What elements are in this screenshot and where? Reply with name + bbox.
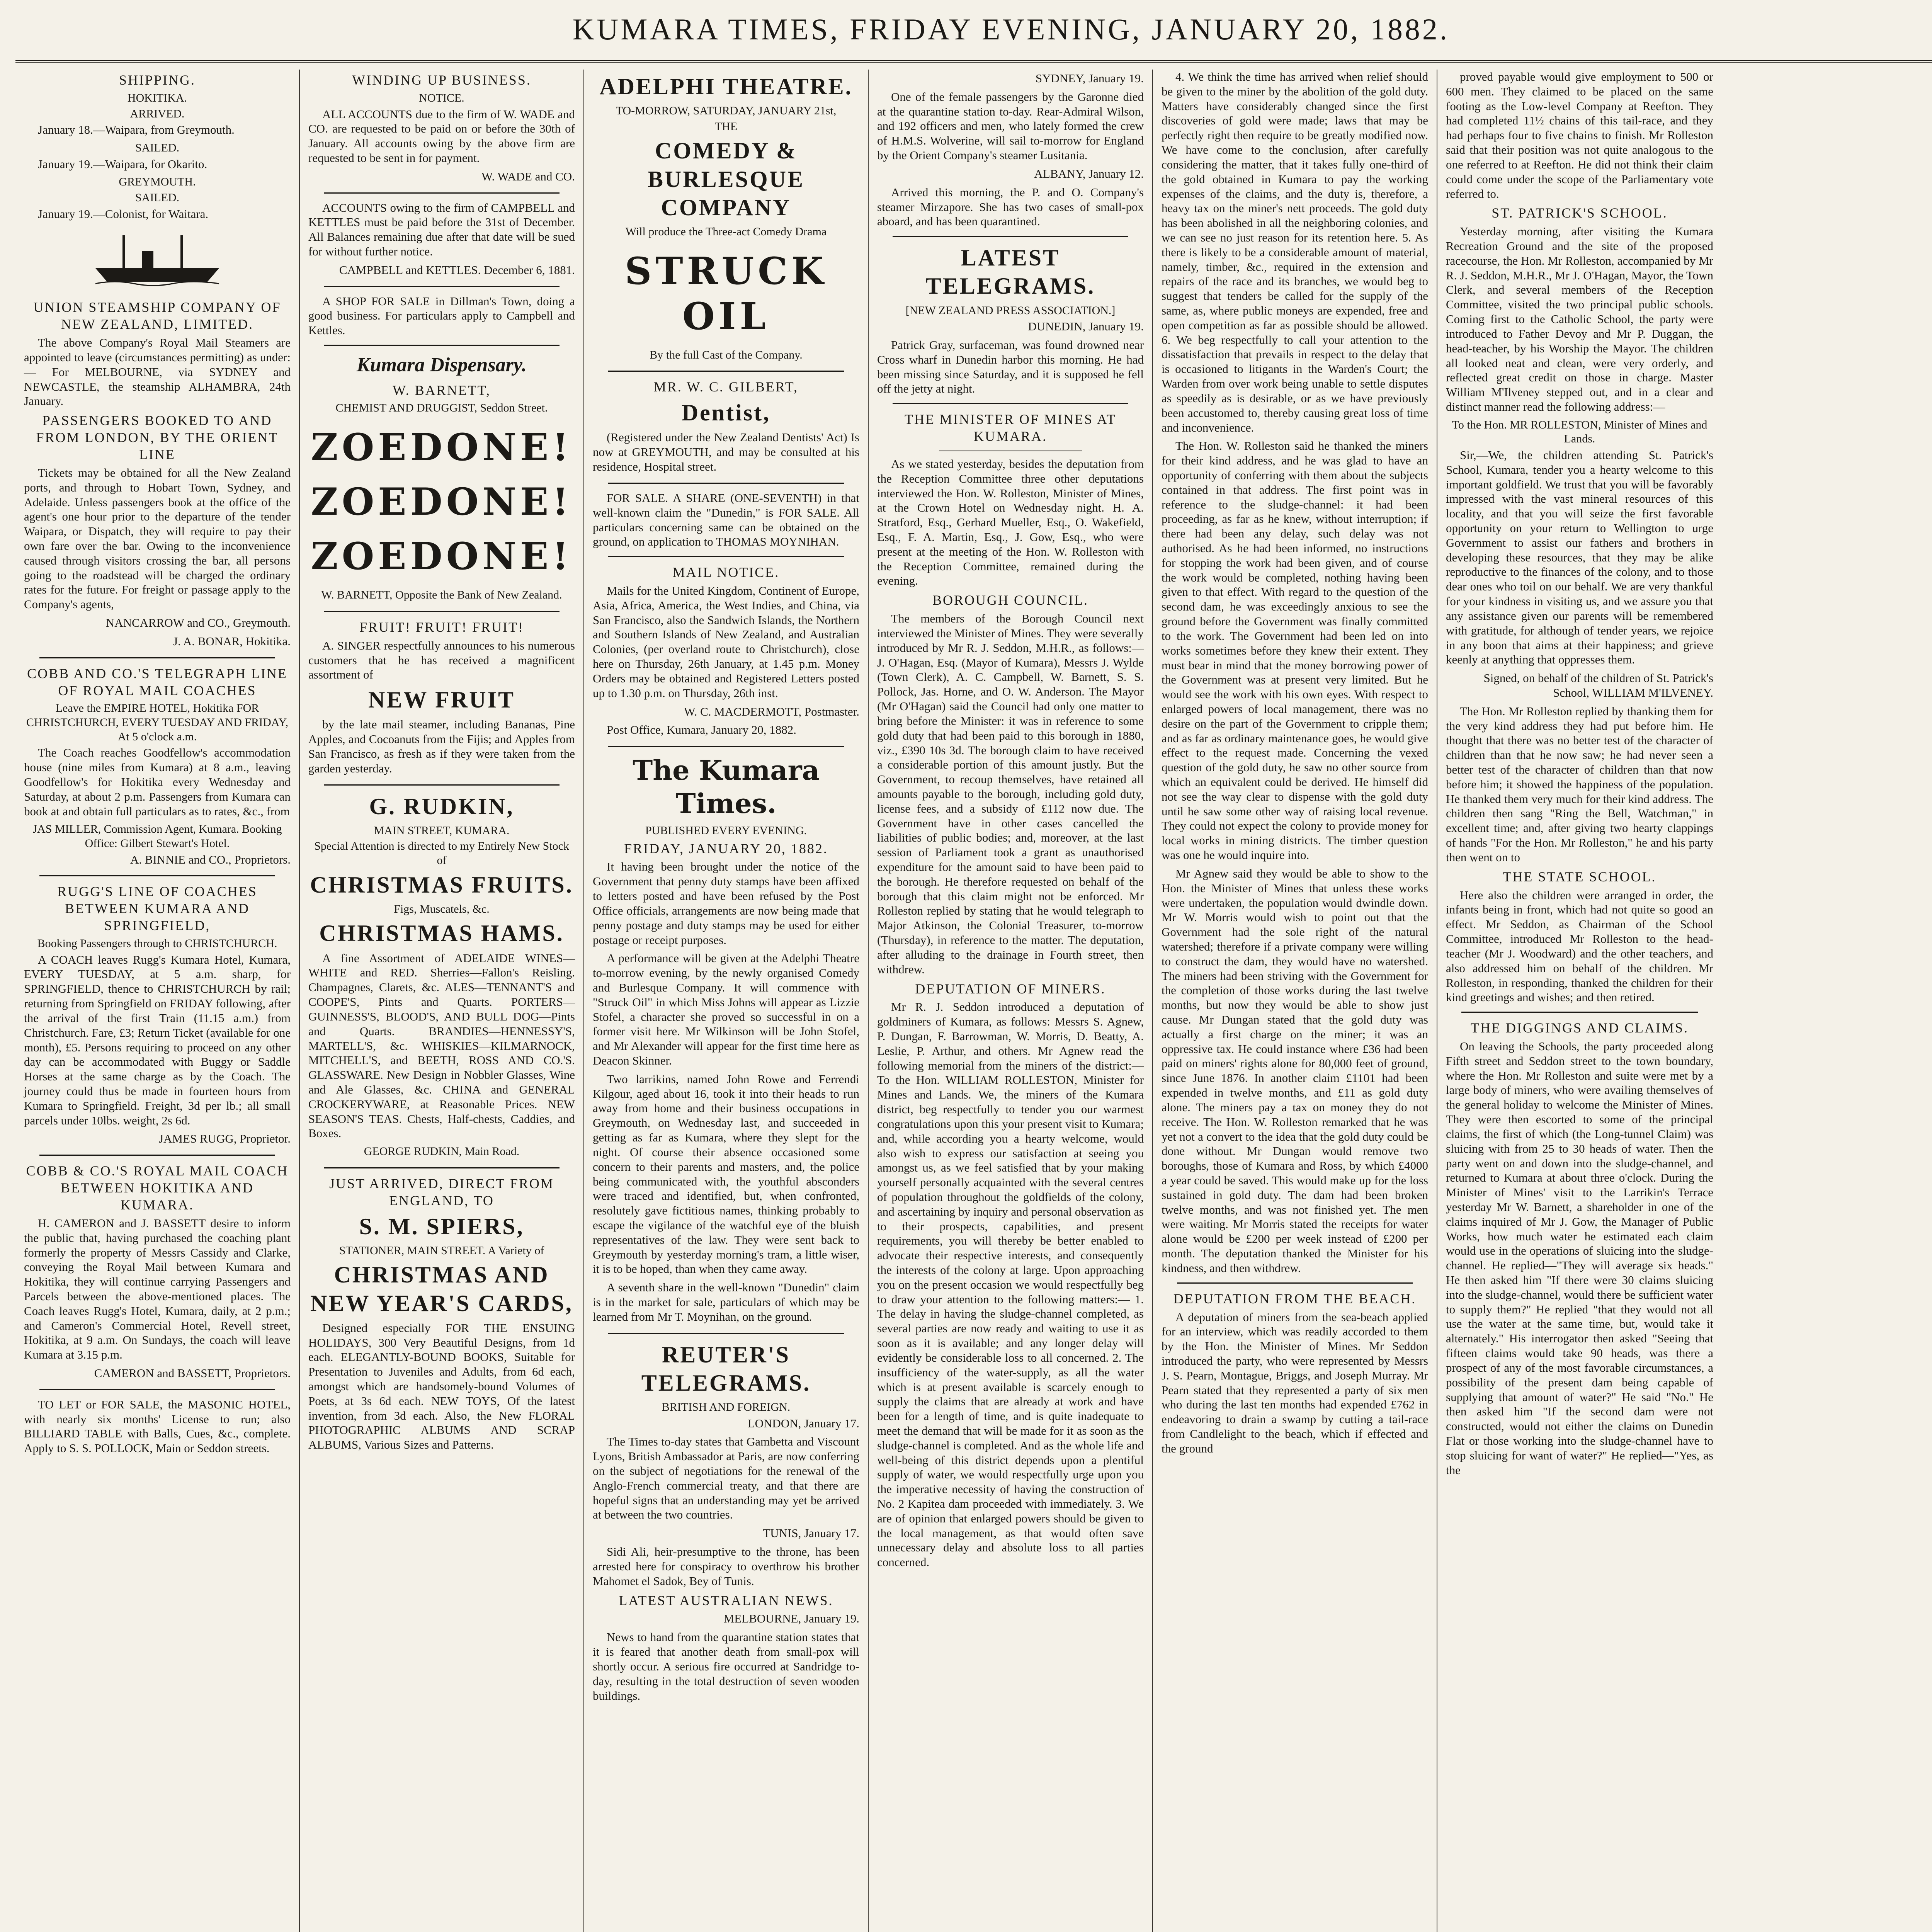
tunis-body: Sidi Ali, heir-presumptive to the throne, has been arrested here for conspiracy to overthrow his brother Mahomet el Sadok, Bey of Tunis. [593,1545,859,1588]
issue-date: FRIDAY, JANUARY 20, 1882. [624,840,828,856]
published-line: PUBLISHED EVERY EVENING. [645,824,807,837]
london-body: The Times to-day states that Gambetta and Viscount Lyons, British Ambassador at Paris, are now conferring on the subject of negotiations for the renewal of the Anglo-French commercial treaty, and that there are hopeful signs that an understanding may yet be arrived at between the two countries. [593,1435,859,1522]
minister-heading: THE MINISTER OF MINES AT KUMARA. [904,412,1116,444]
reuters-section [593,1341,859,1703]
cobb-agent: JAS MILLER, Commission Agent, Kumara. Booking Office: Gilbert Stewart's Hotel. [32,823,282,850]
accounts-body: ACCOUNTS owing to the firm of CAMPBELL and KETTLES must be paid before the 31st of December. All Balances remaining due after that date will be sued for without further notice. [308,201,575,258]
masthead [15,2,1932,63]
london-dateline: LONDON, January 17. [747,1416,859,1430]
fruit-body: A. SINGER respectfully announces to his numerous customers that he has received a magnificent assortment of [308,638,575,682]
barnett-address: W. BARNETT, Opposite the Bank of New Zealand. [321,588,562,602]
winding-up-ad [308,72,575,184]
columns [15,70,1932,1932]
st-patricks-heading: ST. PATRICK'S SCHOOL. [1492,205,1668,221]
editorial-3: Two larrikins, named John Rowe and Ferrendi Kilgour, aged about 16, took it into their heads to run away from home and their business occupations in Greymouth, on Wednesday last, and succeeded in getting as far as Kumara, where they slept for the night. Of course their absence occasioned some concern to their parents and masters, and, the police being communicated with, the youthful absconders were traced and identified, but, when confronted, resolutely gave fictitious names, thinking probably to escape the vigilance of the watchful eye of the bluish representatives of the law. They were sent back to Greymouth by yesterday morning's tram, a little wiser, it is to be hoped, than when they came away. [593,1072,859,1276]
column-6 [1437,70,1722,1932]
gilbert-ad [593,379,859,474]
divider [324,192,560,194]
rugg-subheading: Booking Passengers through to CHRISTCHURCH. [37,937,277,950]
state-school-heading: THE STATE SCHOOL. [1503,869,1656,884]
address-recipient: To the Hon. MR ROLLESTON, Minister of Mines and Lands. [1452,418,1708,446]
fruit-body-2: by the late mail steamer, including Bananas, Pine Apples, and Cocoanuts from the Fijis; and Apples from San Francisco, as fresh as if they were taken from the garden yesterday. [308,718,575,775]
rudkin-sub: MAIN STREET, KUMARA. [374,824,510,837]
column-5 [1153,70,1437,1932]
sailed-line: January 19.—Waipara, for Okarito. [38,157,207,171]
assortment-list: A fine Assortment of ADELAIDE WINES—WHITE and RED. Sherries—Fallon's Reisling. Champagnes, Clarets, &c. ALES—TENNANT'S and COOPE'S, Pints and Quarts. PORTERS—GUINNESS'S, BLOOD'S, AND BULL DOG—Pints and Quarts. BRANDIES—HENNESSY'S, MARTELL'S, &c. WHISKIES—KILMARNOCK, MITCHELL'S, and BEETH, ROSS AND CO.'S. GLASSWARE. New Design in Nobbler Glasses, Wine and Ale Glasses, &c. CHINA and GENERAL CROCKERYWARE, at Reasonable Prices. NEW SEASON'S TEAS. Chests, Half-chests, Caddies, and Boxes. [308,951,575,1140]
beach-heading: DEPUTATION FROM THE BEACH. [1173,1291,1417,1306]
divider [39,875,275,876]
paper-title: The Kumara Times. [633,754,820,820]
albany-body: Arrived this morning, the P. and O. Company's steamer Mirzapore. She has two cases of small-pox aboard, and has been quarantined. [877,185,1144,228]
miners-heading: DEPUTATION OF MINERS. [915,981,1106,997]
notice-signature: W. WADE and CO. [481,169,575,183]
royal-body: H. CAMERON and J. BASSETT desire to inform the public that, having purchased the coaching plant formerly the property of Messrs Cassidy and Clarke, conveying the Royal Mail between Kumara and Hokitika, they will continue carrying Passengers and Parcels between the above-mentioned places. The Coach leaves Rugg's Hotel, Kumara, daily, at 2 p.m.; and Cameron's Commercial Hotel, Revell street, Hokitika, at 9 a.m. On Sundays, the coach will leave Kumara at 3.15 p.m. [24,1216,291,1362]
melbourne-dateline: MELBOURNE, January 19. [723,1612,859,1626]
passengers-body: Tickets may be obtained for all the New Zealand ports, and through to Hobart Town, Sydney, and Adelaide. Unless passengers book at the office of the agent's one hour prior to the departure of the tender Waipara, or Dispatch, they will require to pay their own fare over the bar. Owing to the inconvenience caused through visitors crossing the bar, all persons going to the roadstead will be charged the ordinary rates for the future. For freight or passage apply to the Company's agents, [24,466,291,611]
masthead-title: KUMARA TIMES, FRIDAY EVENING, JANUARY 20, 1882. [572,12,1450,46]
mail-body: Mails for the United Kingdom, Continent of Europe, Asia, Africa, America, the West Indies, and China, via San Francisco, also the Sandwich Islands, the Northern and Southern Islands of New Zealand, and Australian Colonies, (per overland route to Christchurch), close here on Thursday, 26th January, at 1.45 p.m. Money Orders may be obtained and Registered Letters posted up to 1.30 p.m. on Thursday, 26th inst. [593,584,859,700]
beach-body: A deputation of miners from the sea-beach applied for an interview, which was readily accorded to them by the Hon. the Minister of Mines. Mr Seddon introduced the party, who were represented by Messrs J. S. Pearn, Montague, Briggs, and Joseph Murray. Mr Pearn stated that they represented a party of six men who during the last ten months had expended £762 in endeavoring to drain a swamp by cutting a tail-race from Candlelight to the beach, which if effected and the ground [1162,1310,1428,1455]
mail-signature: W. C. MACDERMOTT, Postmaster. [684,704,859,718]
accounts-signature: CAMPBELL and KETTLES. December 6, 1881. [339,263,575,277]
christmas-fruits: CHRISTMAS FRUITS. [310,872,573,898]
editorial-4: A seventh share in the well-known "Dunedin" claim is in the market for sale, particulars of which may be learned from Mr T. Moynihan, on the ground. [593,1281,859,1323]
produce-line: Will produce the Three-act Comedy Drama [625,225,827,238]
passengers-heading: PASSENGERS BOOKED TO AND FROM LONDON, BY THE ORIENT LINE [36,413,279,462]
union-steamship-ad [24,299,291,648]
cobb-body: The Coach reaches Goodfellow's accommodation house (nine miles from Kumara) at 8 a.m., leaving Goodfellow's for Hokitika every Wednesday and Saturday, at about 2 p.m. Passengers from Kumara can book at and obtain full particulars as to rates, &c., from [24,746,291,818]
zoedone-2: ZOEDONE! [311,480,573,524]
memorial-points: 4. We think the time has arrived when relief should be given to the miner by the abolition of the gold duty. Matters have considerably changed since the first discoveries of gold were made; laws that may be perfectly right then require to be greatly modified now. We have come to the conclusion, after carefully considering the matter, that it takes fully one-third of the gold obtained in Kumara to pay the working expenses of the claims, and the duty is, therefore, a heavy tax on the miner's nett proceeds. The gold duty has been abolished in all the neighboring colonies, and we can see no just reason for its retention here. 5. As there is likely to be a considerable amount of material, namely, timber, &c., required in the extension and repairs of the race and its branches, we would beg to suggest that tenders be called for the supply of the same, as, where public moneys are expended, free and open competition as far as possible should be allowed. 6. We beg respectfully to call your attention to the dissatisfaction that prevails in respect to the delay that is occasioned to litigants in the Warden's Court; the Warden from over work being unable to settle disputes as speedily as is desirable, or as we have previously been accustomed to, thereby causing great loss of time and inconvenience. [1162,70,1428,434]
divider [324,345,560,346]
divider [893,403,1128,404]
agent-1: NANCARROW and CO., Greymouth. [105,616,291,630]
australian-heading: LATEST AUSTRALIAN NEWS. [619,1592,833,1608]
cast-line: By the full Cast of the Company. [650,348,803,361]
cobb-proprietor: A. BINNIE and CO., Proprietors. [130,852,291,866]
sailed-label: SAILED. [135,141,180,154]
mail-place: Post Office, Kumara, January 20, 1882. [607,723,797,737]
steamship-icon [24,230,291,295]
divider [324,286,560,287]
rugg-proprietor: JAMES RUGG, Proprietor. [158,1132,291,1146]
miners-body: Mr R. J. Seddon introduced a deputation of goldminers of Kumara, as follows: Messrs S. Agnew, P. Dungan, F. Barrowman, W. Morris, D. Beatty, A. Leslie, P. Arthur, and others. Mr Agnew read the following memorial from the miners of the district:— To the Hon. WILLIAM ROLLESTON, Minister for Mines and Lands. We, the miners of the Kumara district, beg respectfully to tender you our warmest congratulations upon this your present visit to Kumara; and, while according you a hearty welcome, would also wish to express our satisfaction at seeing you amongst us, as we feel satisfied that by your making yourself personally acquainted with the several centres of population throughout the goldfields of the colony, and ascertaining by inquiry and personal observation as to their prospects, capabilities, and present requirements, you will thereby be better enabled to advocate their respective interests, and consequently the interests of the colony at large. Upon approaching you on the present occasion we would respectfully beg to draw your attention to the following matters:— 1. The delay in having the sludge-channel completed, as several parties are now ready and waiting to use it as soon as it is available; and any longer delay will evidently be considerable loss to all concerned. 2. The insufficiency of the water-supply, as all the water which is at present available is scarcely enough to supply the claims that are already at work and have been for a length of time, and is quite inadequate to meet the demand that will be made for it as soon as the sludge-channel is completed. And as the whole life and well-being of this district depends upon a plentiful supply of water, we would respectfully urge upon you the imperative necessity of having the construction of No. 2 Kapitea dam proceeded with immediately. 3. We are of opinion that enlarged powers should be given to the local management, as that would often save unnecessary delay and absolute loss to all parties concerned. [877,1000,1144,1569]
dentist-label: Dentist, [681,400,771,426]
the-label: THE [714,120,738,133]
rudkin-body: Special Attention is directed to my Entirely New Stock of [314,840,569,867]
dunedin-body: Patrick Gray, surfaceman, was found drowned near Cross wharf in Dunedin harbor this morning. He had been missing since Saturday, and it is supposed he fell off the jetty at night. [877,338,1144,396]
divider [39,657,275,658]
divider [608,483,844,484]
st-patricks-body: Yesterday morning, after visiting the Kumara Recreation Ground and the site of the proposed racecourse, the Hon. Mr Rolleston, accompanied by Mr R. J. Seddon, M.H.R., Mr J. O'Hagan, Mayor, the Town Clerk, and several members of the Reception Committee, visited the two principal public schools. Coming first to the Catholic School, the party were introduced to Father Devoy and Mr P. Duggan, the head-teacher, by his Worship the Mayor. The children all looked neat and clean, were very orderly, and reflected great credit on those in charge. Master William M'Ilveney stepped out, and in a clear and distinct manner read the following address:— [1446,224,1713,413]
arrived-line: January 18.—Waipara, from Greymouth. [38,123,235,137]
notice-heading: NOTICE. [419,91,464,104]
divider [893,236,1128,237]
borough-body: The members of the Borough Council next interviewed the Minister of Mines. They were severally introduced by Mr R. J. Seddon, M.H.R., as follows:— J. O'Hagan, Esq. (Mayor of Kumara), Messrs J. Wylde (Town Clerk), A. C. Campbell, W. Barnett, S. S. Pollock, Jas. Horne, and O. W. Anderson. The Mayor (Mr O'Hagan) said the Council had only one matter to bring before the Minister: it was in reference to some gold duty that had been paid to this borough in 1880, viz., £390 10s 3d. The borough claim to have received a considerable portion of this amount justly. But the Government, to recoup themselves, have retained all amounts payable to the borough, including gold duty, license fees, and a subsidy of £112 now due. The Government have in other cases cancelled the liabilities of public bodies; and, moreover, at the last session of Parliament took a grant as unauthorised expenditure for the amount said to have been paid to the borough. He therefore requested on behalf of the borough that this claim might not be enforced. Mr Rolleston replied by stating that he would telegraph to Major Atkinson, the Colonial Treasurer, to-morrow (Thursday), in reference to the matter. The deputation, after alluding to the drainage in Fourth street, then withdrew. [877,612,1144,976]
comedy-company: COMEDY & BURLESQUE COMPANY [647,138,805,220]
dunedin-dateline: DUNEDIN, January 19. [1028,320,1144,333]
shipping-heading: SHIPPING. [119,72,196,88]
divider [324,611,560,612]
minister-body: As we stated yesterday, besides the deputation from the Reception Committee three other deputations interviewed the Hon. W. Rolleston, Minister of Mines, at the Crown Hotel on Wednesday night. H. A. Stratford, Esq., Gerhard Mueller, Esq., O. Wakefield, Esq., F. A. Martin, Esq., J. Gow, Esq., who were present at the meeting of the Hon. W. Rolleston with the Reception Committee, remained during the evening. [877,457,1144,588]
fruit-ad [308,619,575,776]
shop-for-sale-ad: A SHOP FOR SALE in Dillman's Town, doing a good business. For particulars apply to Campbell and Kettles. [308,294,575,337]
melbourne-body: News to hand from the quarantine station states that it is feared that another death from small-pox will shortly occur. A serious fire occurred at Sandridge to-day, resulting in the total destruction of seven wooden buildings. [593,1630,859,1702]
divider [324,784,560,786]
rugg-body: A COACH leaves Rugg's Kumara Hotel, Kumara, EVERY TUESDAY, at 5 a.m. sharp, for SPRINGFIELD, thence to CHRISTCHURCH by rail; returning from Springfield on FRIDAY following, after the arrival of the first Train (11.15 a.m.) from Christchurch. Fare, £3; Return Ticket (available for one month), £5. Persons requiring to proceed on any other day can be accommodated with Buggy or Saddle Horses at the same charge as by the Coach. The journey could thus be made in fourteen hours from Kumara to Springfield. Freight, 3d per lb.; all small parcels under 10lbs. weight, 2s 6d. [24,952,291,1127]
diggings-heading: THE DIGGINGS AND CLAIMS. [1471,1020,1689,1036]
address-body: Sir,—We, the children attending St. Patrick's School, Kumara, tender you a hearty welcome to this important goldfield. We trust that you will be favorably impressed with the vast mineral resources of this locality, and that you will seize the first favorable opportunity on your return to Wellington to urge Government to assist our fathers and brothers in developing these resources, that they may be alike reproductive to the finances of the colony, and to those dear ones who toil on our behalf. We are very thankful for your kindness in visiting us, and we assure you that any assistance given our parents will be remembered with gratitude, for although of tender years, we rejoice in any boon that aims at their happiness; and grieve keenly at anything that oppresses them. [1446,448,1713,667]
sydney-dateline: SYDNEY, January 19. [1035,71,1144,85]
british-heading: BRITISH AND FOREIGN. [662,1401,791,1413]
adelphi-date: TO-MORROW, SATURDAY, JANUARY 21st, [616,104,837,117]
sailed2-line: January 19.—Colonist, for Waitara. [38,207,209,221]
divider [608,556,844,557]
column-4 [869,70,1153,1932]
rudkin-name: G. RUDKIN, [369,793,514,819]
column-3 [584,70,869,1932]
telegrams-heading: LATEST TELEGRAMS. [925,245,1095,299]
sydney-body: One of the female passengers by the Garonne died at the quarantine station to-day. Rear-Admiral Wilson, and 192 officers and men, who lately formed the crew of H.M.S. Wolverine, will sail to-morrow for England by the Orient Company's steamer Lusitania. [877,90,1144,162]
press-association: [NEW ZEALAND PRESS ASSOCIATION.] [905,304,1116,317]
agent-2: J. A. BONAR, Hokitika. [173,634,291,648]
union-body: The above Company's Royal Mail Steamers are appointed to leave (circumstances permitting) as under:— For MELBOURNE, via SYDNEY and NEWCASTLE, the steamship ALHAMBRA, 24th January. [24,336,291,408]
rolleston-reply: The Hon. W. Rolleston said he thanked the miners for their kind address, and he was glad to have an opportunity of conferring with them about the subjects contained in that address. The first point was in reference to the sludge-channel: it had been proceeding, as far as he knew, without interruption; if there had been any delay, such delay was not authorised. As he had been informed, no instructions for stopping the work had been given, and of course the work would be completed, nothing having been given to that effect. With regard to the question of the second dam, he was exceedingly anxious to see the ground before the Government was finally committed to the work. The Government had been led on into works sometimes before they knew their extent. They must bear in mind that the money borrowing power of the Government was at present very limited. But he would see the work with his own eyes. With respect to enlarged powers of local management, there was no desire on the part of the Government to cripple them; and as far as ordinary maintenance goes, he would give effect to the request made. Concerning the vexed question of the gold duty, he saw no other source from which an equivalent could be derived. He himself did not see the way clear to dispense with the gold duty until he saw some other way of raising local revenue. They could not expect the colony to provide money for local works in mining districts. The timber question was one he would inquire into. [1162,439,1428,862]
rudkin-signature: GEORGE RUDKIN, Main Road. [364,1145,520,1158]
greymouth-heading: GREYMOUTH. [119,175,196,189]
mail-notice [593,564,859,737]
figs-line: Figs, Muscatels, &c. [394,902,490,915]
editorial-2: A performance will be given at the Adelphi Theatre to-morrow evening, by the newly organised Comedy and Burlesque Company. It will commence with "Struck Oil" in which Miss Johns will appear as Lizzie Stofel, a character she proved so successful in on a former visit here. Mr Wilkinson will be John Stofel, and Mr Alexander will appear for the first time here as Deacon Skinner. [593,951,859,1067]
barnett-name: W. BARNETT, [393,382,491,398]
rugg-heading: RUGG'S LINE OF COACHES BETWEEN KUMARA AND SPRINGFIELD, [57,884,257,934]
fruit-heading: FRUIT! FRUIT! FRUIT! [359,619,524,635]
dispensary-ad [308,353,575,602]
royal-mail-ad [24,1163,291,1381]
adelphi-ad [593,73,859,362]
state-school-body: Here also the children were arranged in order, the infants being in front, which had not quite so good an effect. Mr Seddon, as Chairman of the School Committee, introduced Mr Rolleston to the head-teacher (Mr J. Woodward) and the other teachers, and also addressed him on behalf of the children. Mr Rolleston, in responding, thanked the children for their kind greetings and wishes; and then retired. [1446,888,1713,1004]
beach-continued: proved payable would give employment to 500 or 600 men. They claimed to be placed on the same footing as the Low-level Company at Reefton. They had completed 11½ chains of this tail-race, and they had perhaps four to five chains to finish. Mr Rolleston said that their position was not quite analogous to the one referred to at Reefton. He did not think their claim could come under the scope of the Parliamentary vote referred to. [1446,70,1713,201]
column-2 [300,70,584,1932]
borough-heading: BOROUGH COUNCIL. [932,592,1088,608]
column-1 [15,70,300,1932]
address-signature: Signed, on behalf of the children of St. Patrick's School, WILLIAM M'ILVENEY. [1483,671,1713,699]
miners-discussion: Mr Agnew said they would be able to show to the Hon. the Minister of Mines that unless these works were undertaken, the population would dwindle down. Mr W. Morris would wish to point out that the Government had the sole right of the natural watershed; therefore if a private company were willing to construct the dam, they would have no watershed. The miners had been striving with the Government for the completion of those works during the last twelve months, but now they would be able to show just cause. Mr Dungan stated that the gold duty was actually a first charge on the miner; it was an oppressive tax. He could instance where £36 had been paid on miners' rights alone for 80,000 feet of ground, since June 1876. In another claim £1101 had been expended in twelve months, and £11 as gold duty alone. The miners pay a tax on money they do not receive. The Hon. W. Rolleston remarked that he was yet not a convert to the idea that the gold duty could be done without. Mr Dungan would remove two boroughs, those of Kumara and Ross, by which £4000 a year could be saved. This would make up for the loss sustained in gold duty. The dam had been broken twelve months, and was not finished yet. The men were waiting. Mr Morris stated the receipts for water alone would be £200 per week instead of £200 per month. The deputation thanked the Minister for his kindness, and then withdrew. [1162,866,1428,1275]
cobb-heading: COBB AND CO.'S TELEGRAPH LINE OF ROYAL MAIL COACHES [27,665,287,698]
shipping-section [24,72,291,221]
hokitika-heading: HOKITIKA. [127,91,187,104]
chemist-line: CHEMIST AND DRUGGIST, Seddon Street. [335,401,548,415]
winding-heading: WINDING UP BUSINESS. [352,72,531,88]
mail-heading: MAIL NOTICE. [672,565,780,580]
diggings-body: On leaving the Schools, the party proceeded along Fifth street and Seddon street to the town boundary, where the Hon. Mr Rolleston and suite were met by a large body of miners, who were availing themselves of the general holiday to welcome the Minister of Mines. They were then escorted to some of the principal claims, the first of which (the Long-tunnel Claim) was sluicing with from 25 to 30 heads of water. Then the party went on and down into the sludge-channel, and returned to Kumara at about three o'clock. During the Minister of Mines' visit to the Larrikin's Terrace yesterday Mr W. Barnett, a shareholder in one of the claims inquired of Mr J. Gow, the Manager of Public Works, how much water he estimated each claim would use in the operations of sluicing into the sludge-channel. He replied—"They will average six heads." He then asked him "If there were 30 claims sluicing into the sludge-channel, would there be sufficient water to supply them?" He replied "that they would not all use the water at the same time, but, would take it alternately." His interrogator then asked "Seeing that fifteen claims would take 90 heads, was there a prospect of any of the most favorable circumstances, a possibility of the present dam being capable of supplying that amount of water?" He said "No." He then asked him "If the second dam were not constructed, would not either the claims on Dunedin Flat or those working into the sludge-channel have to stop sluicing for want of water?" He replied—"Yes, as the [1446,1039,1713,1477]
sailed2-label: SAILED. [135,191,180,204]
divider [1461,1012,1698,1013]
divider [608,371,844,372]
christmas-hams: CHRISTMAS HAMS. [319,920,564,946]
divider [39,1155,275,1156]
rugg-coaches-ad [24,883,291,1146]
tunis-dateline: TUNIS, January 17. [763,1526,859,1540]
spiers-ad [308,1175,575,1452]
divider [39,1389,275,1390]
rolleston-response: The Hon. Mr Rolleston replied by thanking them for the very kind address they had put before him. He thought that there was no better test of the character of children than that he now saw; he had never seen a better test of the character of children than that now before him; it showed the happiness of the population. He thanked them very much for their kind address. The children then sang "Ring the Bell, Watchman," in excellent time; and, after giving two hearty clappings of hands "For the Hon. Mr Rolleston," he and his party then went on to [1446,704,1713,864]
union-heading: UNION STEAMSHIP COMPANY OF NEW ZEALAND, LIMITED. [33,299,281,332]
divider [324,1167,560,1168]
editorial-section [593,754,859,1324]
spiers-sub: STATIONER, MAIN STREET. A Variety of [339,1244,544,1257]
royal-heading: COBB & CO.'S ROYAL MAIL COACH BETWEEN HOKITIKA AND KUMARA. [26,1163,289,1213]
reuters-heading: REUTER'S TELEGRAMS. [641,1342,811,1396]
spiers-heading: JUST ARRIVED, DIRECT FROM ENGLAND, TO [329,1175,554,1208]
share-for-sale-ad: FOR SALE. A SHARE (ONE-SEVENTH) in that well-known claim the "Dunedin," is FOR SALE. All particulars concerning same can be obtained on the ground, on application to THOMAS MOYNIHAN. [593,491,859,549]
divider [608,1333,844,1334]
new-fruit: NEW FRUIT [368,687,515,713]
adelphi-heading: ADELPHI THEATRE. [599,74,853,99]
christmas-cards: CHRISTMAS AND NEW YEAR'S CARDS, [310,1262,573,1316]
struck-oil: STRUCK OIL [624,249,828,338]
divider [608,746,844,747]
notice-body: ALL ACCOUNTS due to the firm of W. WADE and CO. are requested to be paid on or before the 30th of January. All accounts owing by the above firm are requested to be sent in for payment. [308,107,575,165]
arrived-label: ARRIVED. [130,107,185,120]
accounts-ad [308,201,575,277]
masonic-hotel-ad: TO LET or FOR SALE, the MASONIC HOTEL, with nearly six months' License to run; also BILLIARD TABLE with Balls, Cues, &c., complete. Apply to S. S. POLLOCK, Main or Seddon streets. [24,1397,291,1455]
gilbert-body: (Registered under the New Zealand Dentists' Act) Is now at GREYMOUTH, and may be consulted at his residence, Hospital street. [593,430,859,474]
royal-proprietor: CAMERON and BASSETT, Proprietors. [94,1366,291,1380]
cobb-coaches-ad [24,665,291,867]
gilbert-name: MR. W. C. GILBERT, [653,379,799,395]
rudkin-ad [308,793,575,1159]
spiers-name: S. M. SPIERS, [359,1213,524,1239]
divider [1177,1282,1413,1284]
spiers-body: Designed especially FOR THE ENSUING HOLIDAYS, 300 Very Beautiful Designs, from 1d each. ELEGANTLY-BOUND BOOKS, Suitable for Presentation to Juveniles and Adults, from 6d each, amongst which are handsomely-bound Volumes of Poets, at 3s 6d each. NEW TOYS, Of the latest invention, from 3d each. Also, the New FLORAL PHOTOGRAPHIC ALBUMS AND SCRAP ALBUMS, Various Sizes and Patterns. [308,1321,575,1452]
zoedone-3: ZOEDONE! [311,534,573,578]
dispensary-heading: Kumara Dispensary. [356,354,527,376]
albany-dateline: ALBANY, January 12. [1034,167,1144,180]
editorial-1: It having been brought under the notice of the Government that penny duty stamps have been affixed to letters posted and have been refused by the Post Office officials, arrangements are now being made that penny postage and duty stamps may be used for either postage or receipt purposes. [593,860,859,947]
zoedone-1: ZOEDONE! [311,425,573,469]
cobb-subheading: Leave the EMPIRE HOTEL, Hokitika FOR CHRISTCHURCH, EVERY TUESDAY AND FRIDAY, At 5 o'clock a.m. [26,702,288,743]
